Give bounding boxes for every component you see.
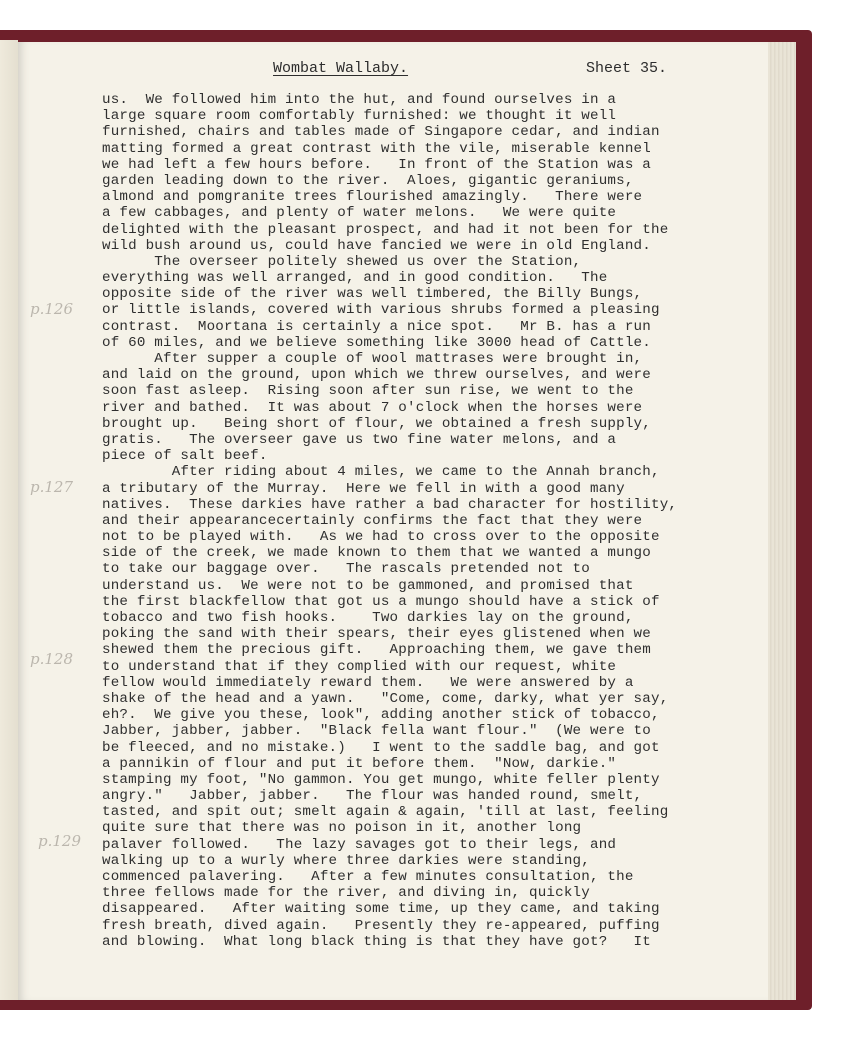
text-line: eh?. We give you these, look", adding another stick of tobacco, xyxy=(102,707,660,724)
text-line: the first blackfellow that got us a mungo should have a stick of xyxy=(102,593,660,610)
text-line: walking up to a wurly where three darkies were standing, xyxy=(102,852,590,869)
text-line: understand us. We were not to be gammoned, and promised that xyxy=(102,577,634,594)
text-line: After supper a couple of wool mattrases were brought in, xyxy=(102,351,643,367)
page-header xyxy=(18,60,768,84)
text-line: contrast. Moortana is certainly a nice spot. Mr B. has a run xyxy=(102,318,651,335)
text-line: tobacco and two fish hooks. Two darkies lay on the ground, xyxy=(102,610,634,626)
text-line: quite sure that there was no poison in it, another long xyxy=(102,820,582,837)
text-line: palaver followed. The lazy savages got to their legs, and xyxy=(102,836,617,853)
text-line: a tributary of the Murray. Here we fell in with a good many xyxy=(102,480,625,497)
text-line: matting formed a great contrast with the vile, miserable kennel xyxy=(102,140,651,157)
text-line: disappeared. After waiting some time, up they came, and taking xyxy=(102,901,660,918)
text-line: After riding about 4 miles, we came to the Annah branch, xyxy=(102,464,660,481)
text-line: and laid on the ground, upon which we threw ourselves, and were xyxy=(102,367,651,384)
text-line: delighted with the pleasant prospect, and had it not been for the xyxy=(102,221,669,238)
text-line: to take our baggage over. The rascals pretended not to xyxy=(102,561,590,578)
margin-note-p126: p.126 xyxy=(30,300,74,318)
left-page-edge xyxy=(0,40,18,1000)
text-line: and blowing. What long black thing is that they have got? It xyxy=(102,933,651,950)
text-line: us. We followed him into the hut, and found ourselves in a xyxy=(102,92,617,108)
margin-note-p129: p.129 xyxy=(38,832,82,850)
text-line: or little islands, covered with various shrubs formed a pleasing xyxy=(102,302,660,319)
text-line: a pannikin of flour and put it before them. "Now, darkie." xyxy=(102,755,617,772)
text-line: natives. These darkies have rather a bad character for hostility, xyxy=(102,496,678,513)
text-line: be fleeced, and no mistake.) I went to the saddle bag, and got xyxy=(102,739,660,756)
text-line: opposite side of the river was well timbered, the Billy Bungs, xyxy=(102,286,643,303)
text-line: large square room comfortably furnished: we thought it well xyxy=(102,108,617,125)
text-line: side of the creek, we made known to them that we wanted a mungo xyxy=(102,545,651,562)
body-text xyxy=(102,92,762,950)
text-line: The overseer politely shewed us over the Station, xyxy=(102,253,582,270)
text-line: Jabber, jabber, jabber. "Black fella want flour." (We were to xyxy=(102,723,651,740)
document-title: Wombat Wallaby. xyxy=(273,60,409,77)
text-line: everything was well arranged, and in good condition. The xyxy=(102,270,608,287)
text-line: and their appearancecertainly confirms the fact that they were xyxy=(102,512,643,529)
text-line: furnished, chairs and tables made of Singapore cedar, and indian xyxy=(102,124,660,141)
text-line: fresh breath, dived again. Presently they re-appeared, puffing xyxy=(102,917,660,934)
text-line: not to be played with. As we had to cross over to the opposite xyxy=(102,529,660,546)
text-line: a few cabbages, and plenty of water melons. We were quite xyxy=(102,205,617,222)
margin-note-p127: p.127 xyxy=(30,478,74,496)
text-line: garden leading down to the river. Aloes, gigantic geraniums, xyxy=(102,172,634,189)
text-line: of 60 miles, and we believe something like 3000 head of Cattle. xyxy=(102,334,651,351)
text-line: stamping my foot, "No gammon. You get mungo, white feller plenty xyxy=(102,771,660,788)
text-line: tasted, and spit out; smelt again & again, 'till at last, feeling xyxy=(102,804,669,821)
text-line: brought up. Being short of flour, we obtained a fresh supply, xyxy=(102,415,651,432)
text-line: shewed them the precious gift. Approaching them, we gave them xyxy=(102,642,651,659)
document-page xyxy=(18,42,768,1000)
text-line: almond and pomgranite trees flourished amazingly. There were xyxy=(102,189,643,206)
text-line: river and bathed. It was about 7 o'clock when the horses were xyxy=(102,399,643,416)
sheet-number: Sheet 35. xyxy=(586,60,668,77)
margin-note-p128: p.128 xyxy=(30,650,74,668)
text-line: gratis. The overseer gave us two fine water melons, and a xyxy=(102,431,617,448)
text-line: shake of the head and a yawn. "Come, come, darky, what yer say, xyxy=(102,690,669,707)
text-line: three fellows made for the river, and diving in, quickly xyxy=(102,885,590,902)
text-line: we had left a few hours before. In front of the Station was a xyxy=(102,156,651,173)
text-line: fellow would immediately reward them. We were answered by a xyxy=(102,674,634,691)
text-line: to understand that if they complied with our request, white xyxy=(102,658,617,675)
text-line: wild bush around us, could have fancied we were in old England. xyxy=(102,237,651,254)
text-line: commenced palavering. After a few minutes consultation, the xyxy=(102,869,634,885)
text-line: piece of salt beef. xyxy=(102,448,268,465)
text-line: angry." Jabber, jabber. The flour was handed round, smelt, xyxy=(102,788,643,805)
text-line: soon fast asleep. Rising soon after sun rise, we went to the xyxy=(102,383,634,400)
text-line: poking the sand with their spears, their eyes glistened when we xyxy=(102,626,651,643)
